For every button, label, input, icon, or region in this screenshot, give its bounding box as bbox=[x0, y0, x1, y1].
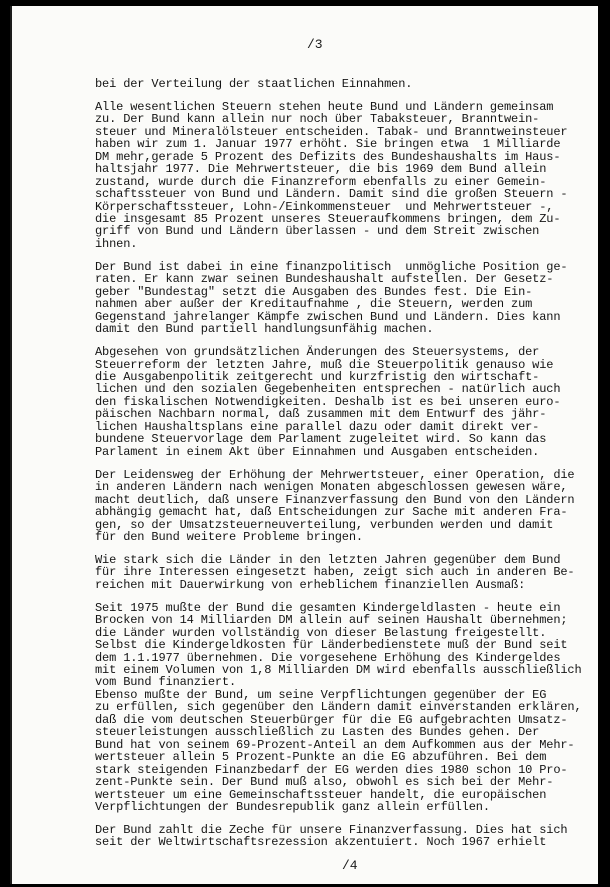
text-line: dem 1.1.1977 übernehmen. Die vorgesehene Erhöhung des Kindergeldes bbox=[95, 650, 561, 665]
text-line: päischen Nachbarn normal, daß zusammen mit dem Entwurf des jähr- bbox=[95, 407, 547, 422]
text-line: schaftssteuer von Bund und Ländern. Damit sind die großen Steuern - bbox=[95, 187, 568, 202]
text-line: lichen und den sozialen Gegebenheiten entsprechen - natürlich auch bbox=[95, 382, 561, 397]
text-line: raten. Er kann zwar seinen Bundeshaushalt aufstellen. Der Gesetz- bbox=[95, 272, 554, 287]
text-line: steuer und Mineralölsteuer entscheiden. Tabak- und Branntweinsteuer bbox=[95, 124, 568, 139]
text-line: abhängig gemacht hat, daß Entscheidungen zur Sache mit anderen Fra- bbox=[95, 505, 568, 520]
document-page bbox=[10, 6, 598, 884]
paragraph bbox=[95, 261, 595, 336]
text-line: daß die vom deutschen Steuerbürger für die EG aufgebrachten Umsatz- bbox=[95, 712, 568, 727]
text-line: den fiskalischen Notwendigkeiten. Deshalb ist es bei unseren euro- bbox=[95, 394, 561, 409]
text-line: für ihre Interessen eingesetzt haben, zeigt sich auch in anderen Be- bbox=[95, 565, 575, 580]
text-line: haltsjahr 1977. Die Mehrwertsteuer, die bis 1969 dem Bund allein bbox=[95, 162, 547, 177]
text-line: die Ausgabenpolitik zeitgerecht und kurzfristig den wirtschaft- bbox=[95, 370, 540, 385]
text-line: DM mehr,gerade 5 Prozent des Defizits des Bundeshaushalts im Haus- bbox=[95, 149, 561, 164]
text-line: wertsteuer allein 5 Prozent-Punkte an die EG abzuführen. Bei dem bbox=[95, 750, 547, 765]
text-line: Verpflichtungen der Bundesrepublik ganz allein erfüllen. bbox=[95, 800, 490, 815]
text-line: lichen Haushaltsplans eine parallel dazu oder damit direkt ver- bbox=[95, 419, 540, 434]
text-line: bei der Verteilung der staatlichen Einnahmen. bbox=[95, 77, 413, 91]
text-line: die Länder wurden vollständig von dieser Belastung freigestellt. bbox=[95, 625, 547, 640]
page-number-bottom: /4 bbox=[342, 858, 358, 873]
paragraph bbox=[95, 602, 595, 814]
paragraph bbox=[95, 101, 595, 250]
text-line: damit den Bund partiell handlungsunfähig machen. bbox=[95, 322, 434, 337]
text-line: Der Bund ist dabei in eine finanzpolitisch unmögliche Position ge- bbox=[95, 259, 568, 274]
paragraph bbox=[95, 469, 595, 544]
text-line: zustand, wurde durch die Finanzreform ebenfalls zu einer Gemein- bbox=[95, 174, 547, 189]
text-line: Ebenso mußte der Bund, um seine Verpflichtungen gegenüber der EG bbox=[95, 687, 547, 702]
text-line: Der Bund zahlt die Zeche für unsere Finanzverfassung. Dies hat sich bbox=[95, 822, 568, 837]
scan-edge-line bbox=[10, 6, 12, 884]
text-line: Körperschaftssteuer, Lohn-/Einkommensteuer und Mehrwertsteuer -, bbox=[95, 199, 554, 214]
text-line: steuerleistungen ausschließlich zu Lasten des Bundes gehen. Der bbox=[95, 725, 540, 740]
text-line: stark steigenden Finanzbedarf der EG werden dies 1980 schon 10 Pro- bbox=[95, 762, 568, 777]
text-line: geber "Bundestag" setzt die Ausgaben des Bundes fest. Die Ein- bbox=[95, 284, 533, 299]
text-line: Bund hat von seinem 69-Prozent-Anteil an dem Aufkommen aus der Mehr- bbox=[95, 737, 575, 752]
text-line: bundene Steuervorlage dem Parlament zugeleitet wird. So kann das bbox=[95, 432, 547, 447]
body-text bbox=[95, 78, 595, 859]
text-line: Selbst die Kindergeldkosten für Länderbedienstete muß der Bund seit bbox=[95, 638, 568, 653]
text-line: mit einem Volumen von 1,8 Milliarden DM wird ebenfalls ausschließlich bbox=[95, 663, 582, 678]
paragraph bbox=[95, 554, 595, 591]
text-line: ihnen. bbox=[95, 236, 138, 251]
text-line: Brocken von 14 Milliarden DM allein auf seinen Haushalt übernehmen; bbox=[95, 613, 568, 628]
text-line: wertsteuer um eine Gemeinschaftssteuer handelt, die europäischen bbox=[95, 787, 547, 802]
text-line: nahmen aber außer der Kreditaufnahme , die Steuern, werden zum bbox=[95, 297, 533, 312]
text-line: griff von Bund und Ländern überlassen - und dem Streit zwischen bbox=[95, 224, 540, 239]
text-line: macht deutlich, daß unsere Finanzverfassung den Bund von den Ländern bbox=[95, 492, 575, 507]
text-line: seit der Weltwirtschaftsrezession akzentuiert. Noch 1967 erhielt bbox=[95, 835, 547, 850]
text-line: Alle wesentlichen Steuern stehen heute Bund und Ländern gemeinsam bbox=[95, 99, 554, 114]
text-line: in anderen Ländern nach wenigen Monaten abgeschlossen gewesen wäre, bbox=[95, 480, 568, 495]
text-line: Seit 1975 mußte der Bund die gesamten Kindergeldlasten - heute ein bbox=[95, 600, 561, 615]
text-line: Der Leidensweg der Erhöhung der Mehrwertsteuer, einer Operation, die bbox=[95, 467, 575, 482]
text-line: Steuerreform der letzten Jahre, muß die Steuerpolitik genauso wie bbox=[95, 357, 554, 372]
text-line: Gegenstand jahrelanger Kämpfe zwischen Bund und Ländern. Dies kann bbox=[95, 309, 561, 324]
text-line: für den Bund weitere Probleme bringen. bbox=[95, 529, 363, 544]
text-line: zent-Punkte sein. Der Bund muß also, obwohl es sich bei der Mehr- bbox=[95, 775, 554, 790]
text-line: haben wir zum 1. Januar 1977 erhöht. Sie bringen etwa 1 Milliarde bbox=[95, 137, 561, 152]
text-line: zu erfüllen, sich gegenüber den Ländern damit einverstanden erklären, bbox=[95, 700, 582, 715]
text-line: reichen mit Dauerwirkung von erheblichem finanziellen Ausmaß: bbox=[95, 577, 526, 592]
text-line: die insgesamt 85 Prozent unseres Steueraufkommens bringen, dem Zu- bbox=[95, 212, 561, 227]
text-line: Parlament in einem Akt über Einnahmen und Ausgaben entscheiden. bbox=[95, 444, 540, 459]
text-line: Abgesehen von grundsätzlichen Änderungen des Steuersystems, der bbox=[95, 345, 540, 360]
text-line: Wie stark sich die Länder in den letzten Jahren gegenüber dem Bund bbox=[95, 552, 561, 567]
paragraph bbox=[95, 346, 595, 458]
paragraph bbox=[95, 78, 595, 90]
text-line: gen, so der Umsatzsteuerneuverteilung, verbunden werden und damit bbox=[95, 517, 554, 532]
page-number-top: /3 bbox=[307, 37, 323, 52]
text-line: zu. Der Bund kann allein nur noch über Tabaksteuer, Branntwein- bbox=[95, 112, 540, 127]
paragraph bbox=[95, 824, 595, 849]
text-line: vom Bund finanziert. bbox=[95, 675, 237, 690]
